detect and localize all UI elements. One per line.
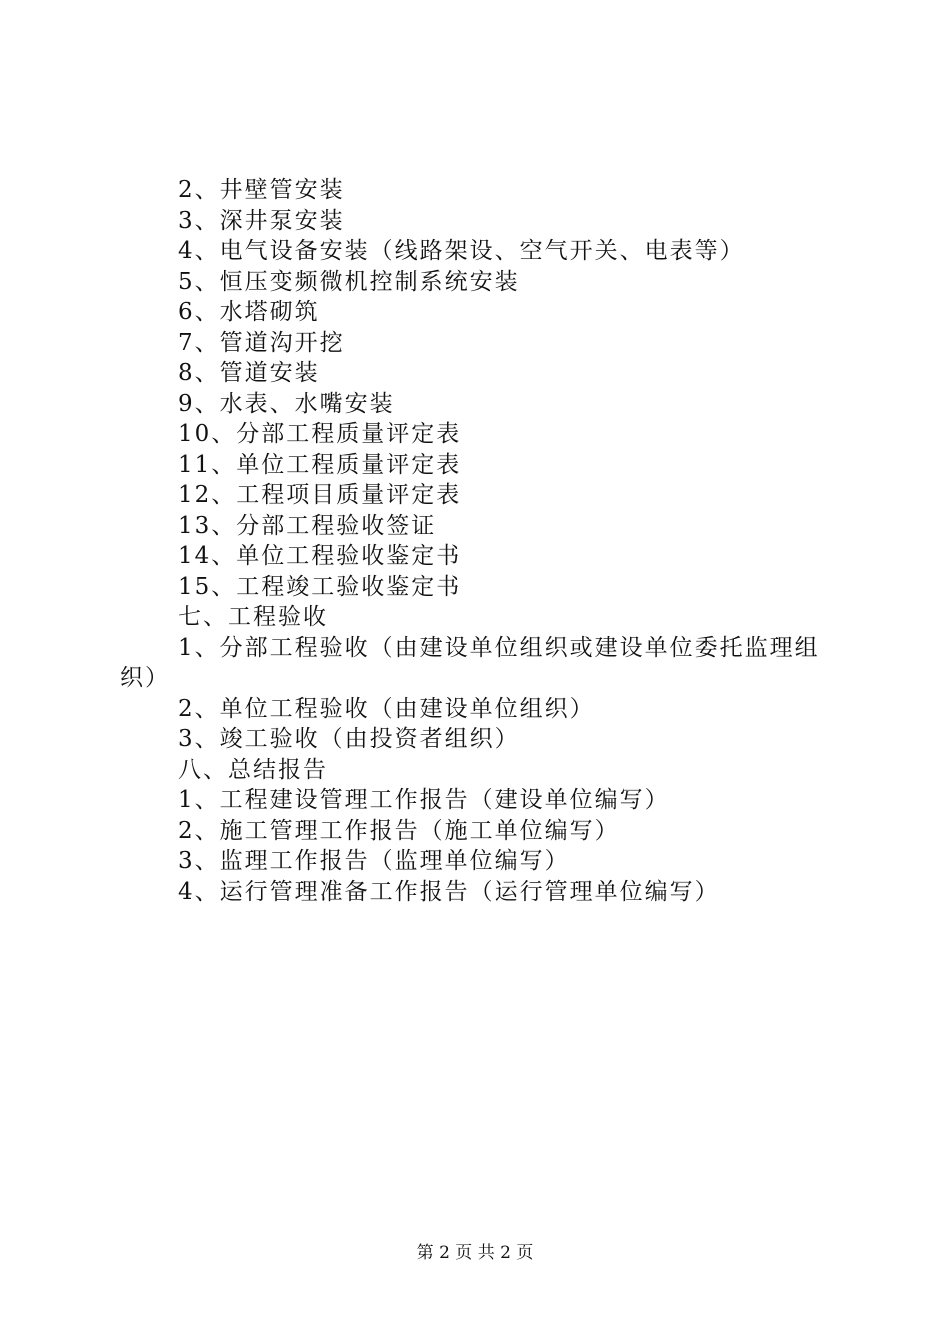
list-item-continuation: 织） xyxy=(120,665,170,691)
list-item: 10、分部工程质量评定表 xyxy=(178,421,462,447)
document-body xyxy=(120,175,840,907)
list-item: 7、管道沟开挖 xyxy=(178,329,345,356)
list-item: 3、竣工验收（由投资者组织） xyxy=(178,726,520,752)
list-item: 2、单位工程验收（由建设单位组织） xyxy=(178,695,595,722)
list-item: 11、单位工程质量评定表 xyxy=(178,451,462,478)
list-item: 13、分部工程验收签证 xyxy=(178,512,437,539)
list-item: 2、井壁管安装 xyxy=(178,177,345,203)
list-item: 1、分部工程验收（由建设单位组织或建设单位委托监理组 xyxy=(178,634,820,661)
page-footer: 第 2 页 共 2 页 xyxy=(416,1243,534,1263)
list-item: 4、电气设备安装（线路架设、空气开关、电表等） xyxy=(178,238,745,264)
list-item: 14、单位工程验收鉴定书 xyxy=(178,543,462,569)
list-item: 4、运行管理准备工作报告（运行管理单位编写） xyxy=(178,878,720,905)
list-item: 2、施工管理工作报告（施工单位编写） xyxy=(178,817,620,844)
list-item: 8、管道安装 xyxy=(178,360,320,386)
list-item: 3、监理工作报告（监理单位编写） xyxy=(178,848,570,874)
list-item: 9、水表、水嘴安装 xyxy=(178,390,395,417)
section-heading: 八、总结报告 xyxy=(178,756,328,783)
list-item: 15、工程竣工验收鉴定书 xyxy=(178,573,462,600)
list-item: 12、工程项目质量评定表 xyxy=(178,482,462,508)
list-item: 6、水塔砌筑 xyxy=(178,299,320,325)
section-heading: 七、工程验收 xyxy=(178,604,328,630)
list-item: 1、工程建设管理工作报告（建设单位编写） xyxy=(178,787,670,813)
list-item: 3、深井泵安装 xyxy=(178,207,345,234)
list-item: 5、恒压变频微机控制系统安装 xyxy=(178,268,520,295)
